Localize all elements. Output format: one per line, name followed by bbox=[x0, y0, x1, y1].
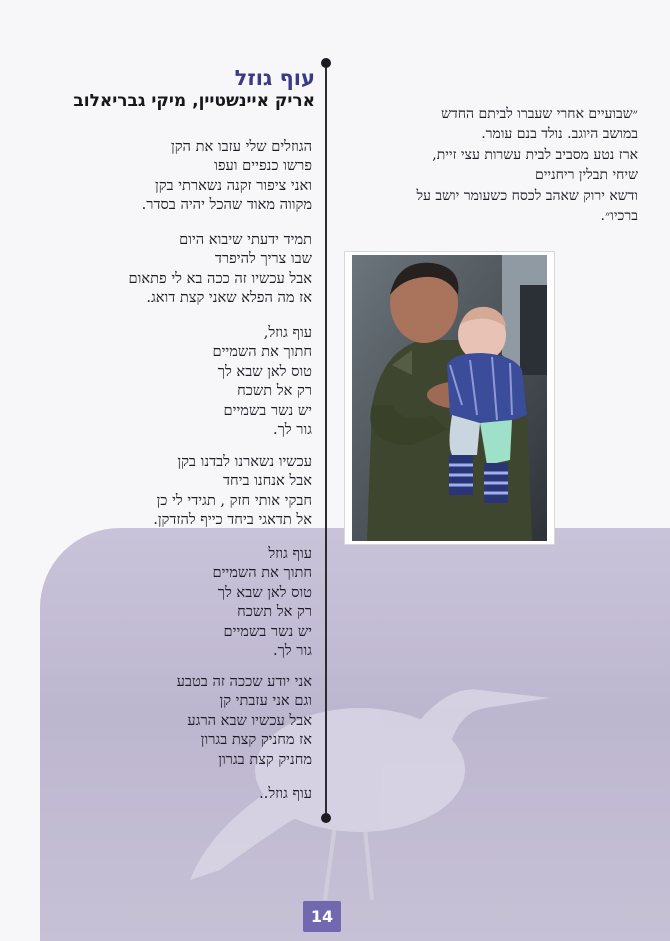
timeline-dot-bottom bbox=[321, 813, 331, 823]
timeline-dot-top bbox=[321, 58, 331, 68]
lyric-line: רק אל תשכח bbox=[237, 382, 312, 400]
lyric-line: שבו צריך להיפרד bbox=[214, 250, 312, 268]
lyric-line: גור לך. bbox=[273, 421, 312, 439]
lyric-line: ואני ציפור זקנה נשארתי בקן bbox=[155, 176, 312, 194]
lyric-line: אז מה הפלא שאני קצת דואג. bbox=[146, 289, 312, 307]
quote-line: ודשא ירוק שאהב לכסח כשעומר יושב על bbox=[416, 187, 638, 204]
lyric-line: עוף גוזל.. bbox=[259, 785, 312, 802]
lyric-line: חבקי אותי חזק , תגידי לי כן bbox=[156, 491, 312, 509]
quote-line: שיחי תבלין ריחניים bbox=[535, 167, 638, 184]
lyric-line: יש נשר בשמיים bbox=[223, 622, 312, 640]
lyric-line: יש נשר בשמיים bbox=[223, 401, 312, 419]
lyric-line: פרשו כנפיים ועפו bbox=[214, 157, 312, 175]
lyric-line: גור לך. bbox=[273, 642, 312, 660]
song-authors: אריק איינשטיין, מיקי גבריאלוב bbox=[73, 91, 315, 111]
quote-line: ארז נטע מסביב לבית עשרות עצי זיית, bbox=[432, 146, 638, 163]
father-holding-baby-photo bbox=[352, 255, 547, 541]
lyric-line: רק אל תשכח bbox=[237, 603, 312, 621]
timeline-divider bbox=[325, 60, 327, 820]
stanza-2 bbox=[129, 230, 312, 308]
lyric-line: עוף גוזל, bbox=[263, 324, 312, 341]
page-number-badge: 14 bbox=[303, 901, 341, 932]
lyric-line: אבל עכשיו זה ככה בא לי פתאום bbox=[128, 269, 312, 287]
lyric-line: תמיד ידעתי שיבוא היום bbox=[179, 231, 312, 248]
lyric-line: אל תדאגי ביחד כייף להזדקן. bbox=[153, 511, 312, 529]
lyric-line: חתוך את השמיים bbox=[212, 564, 312, 582]
lyric-line: אני יודע שככה זה בטבע bbox=[176, 673, 312, 690]
quote-line: במושב היוגב. נולד בנם עומר. bbox=[481, 126, 638, 143]
lyric-line: מקווה מאוד שהכל יהיה בסדר. bbox=[141, 196, 312, 214]
stanza-6 bbox=[177, 672, 312, 769]
lyric-line: מחניק קצת בגרון bbox=[218, 750, 312, 768]
stanza-1 bbox=[142, 137, 312, 215]
lyric-line: עוף גוזל bbox=[268, 545, 312, 562]
lyric-line: עכשיו נשארנו לבדנו בקן bbox=[177, 453, 312, 470]
lyric-line: אבל אנחנו ביחד bbox=[222, 472, 312, 490]
song-title: עוף גוזל bbox=[234, 66, 315, 90]
stanza-5 bbox=[212, 544, 312, 660]
lyric-line: חתוך את השמיים bbox=[212, 343, 312, 361]
stanza-3 bbox=[212, 323, 312, 439]
lyric-line: הגוזלים שלי עזבו את הקן bbox=[171, 138, 312, 155]
quote-line: ברכיו״. bbox=[600, 208, 638, 225]
stanza-7 bbox=[259, 784, 312, 803]
stanza-4 bbox=[153, 452, 312, 530]
quote-line: ״שבועיים אחרי שעברו לביתם החדש bbox=[441, 106, 638, 122]
lyric-line: וגם אני עזבתי קן bbox=[219, 692, 312, 710]
lyric-line: טוס לאן שבא לך bbox=[217, 362, 312, 380]
lyric-line: טוס לאן שבא לך bbox=[217, 583, 312, 601]
lyric-line: אבל עכשיו שבא הרגע bbox=[187, 711, 312, 729]
family-quote bbox=[338, 104, 638, 226]
lyric-line: אז מחניק קצת בגרון bbox=[200, 731, 312, 749]
